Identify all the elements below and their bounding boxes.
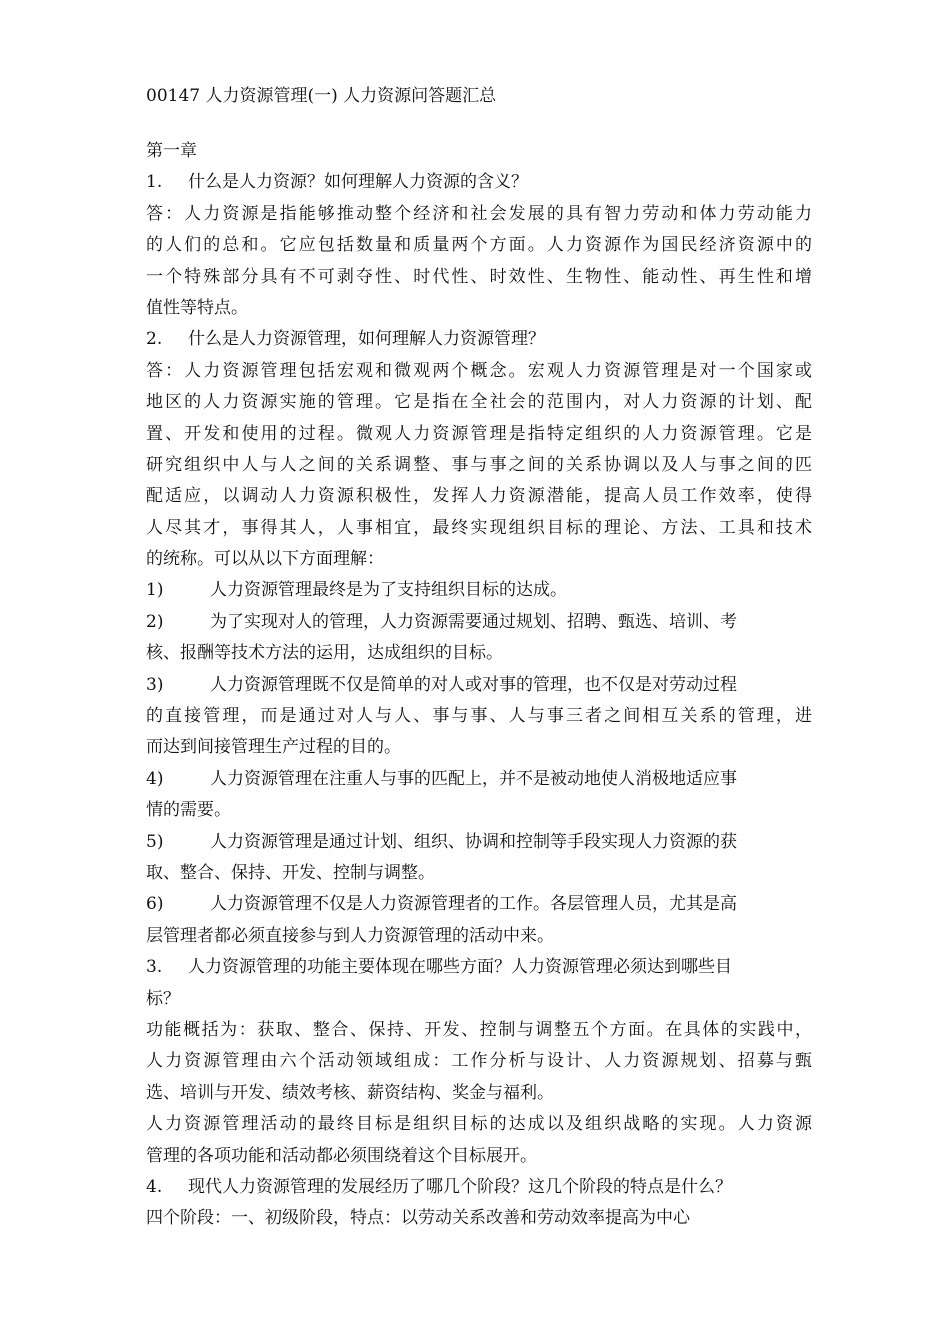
text-line: 答：人力资源管理包括宏观和微观两个概念。宏观人力资源管理是对一个国家或 bbox=[146, 360, 812, 381]
question-number: 4. bbox=[146, 1176, 163, 1197]
line-text: 人力资源管理的功能主要体现在哪些方面？人力资源管理必须达到哪些目 bbox=[188, 957, 732, 978]
text-line: 置、开发和使用的过程。微观人力资源管理是指特定组织的人力资源管理。它是 bbox=[146, 423, 812, 444]
line-text: 什么是人力资源？如何理解人力资源的含义？ bbox=[188, 172, 528, 193]
line-text: 现代人力资源管理的发展经历了哪几个阶段？这几个阶段的特点是什么？ bbox=[188, 1176, 732, 1197]
text-line: 人尽其才，事得其人，人事相宜，最终实现组织目标的理论、方法、工具和技术 bbox=[146, 517, 812, 538]
list-item bbox=[146, 827, 812, 858]
text-line: 而达到间接管理生产过程的目的。 bbox=[146, 737, 401, 758]
text-line: 答：人力资源是指能够推动整个经济和社会发展的具有智力劳动和体力劳动能力 bbox=[146, 203, 812, 224]
text-line: 层管理者都必须直接参与到人力资源管理的活动中来。 bbox=[146, 925, 554, 946]
question-line bbox=[146, 1172, 812, 1203]
text-line: 配适应，以调动人力资源积极性，发挥人力资源潜能，提高人员工作效率，使得 bbox=[146, 486, 812, 507]
line-text: 人力资源管理最终是为了支持组织目标的达成。 bbox=[210, 580, 567, 601]
list-item bbox=[146, 764, 812, 795]
line-text: 人力资源管理既不仅是简单的对人或对事的管理，也不仅是对劳动过程 bbox=[210, 674, 737, 695]
list-item bbox=[146, 670, 812, 701]
text-line: 核、报酬等技术方法的运用，达成组织的目标。 bbox=[146, 643, 503, 664]
question-line bbox=[146, 952, 812, 983]
text-line: 情的需要。 bbox=[146, 800, 231, 821]
text-line: 研究组织中人与人之间的关系调整、事与事之间的关系协调以及人与事之间的匹 bbox=[146, 454, 812, 475]
text-line: 四个阶段：一、初级阶段，特点：以劳动关系改善和劳动效率提高为中心 bbox=[146, 1208, 690, 1229]
document-body bbox=[146, 136, 812, 1235]
question-line bbox=[146, 167, 812, 198]
text-line: 的统称。可以从以下方面理解： bbox=[146, 549, 384, 570]
list-item bbox=[146, 575, 812, 606]
line-text: 什么是人力资源管理，如何理解人力资源管理？ bbox=[188, 329, 545, 350]
line-text: 为了实现对人的管理，人力资源需要通过规划、招聘、甄选、培训、考 bbox=[210, 611, 737, 632]
text-line: 第一章 bbox=[146, 141, 197, 161]
text-line: 取、整合、保持、开发、控制与调整。 bbox=[146, 862, 435, 883]
list-number: 4) bbox=[146, 768, 164, 789]
question-number: 1. bbox=[146, 172, 163, 193]
text-line: 的人们的总和。它应包括数量和质量两个方面。人力资源作为国民经济资源中的 bbox=[146, 235, 812, 256]
text-line: 功能概括为：获取、整合、保持、开发、控制与调整五个方面。在具体的实践中， bbox=[146, 1019, 812, 1040]
document-title: 00147 人力资源管理(一) 人力资源问答题汇总 bbox=[146, 86, 497, 106]
question-number: 3. bbox=[146, 957, 163, 978]
question-line bbox=[146, 324, 812, 355]
text-line: 管理的各项功能和活动都必须围绕着这个目标展开。 bbox=[146, 1145, 537, 1166]
text-line: 标？ bbox=[146, 988, 180, 1009]
list-item bbox=[146, 889, 812, 920]
line-text: 人力资源管理不仅是人力资源管理者的工作。各层管理人员，尤其是高 bbox=[210, 894, 737, 915]
list-number: 5) bbox=[146, 831, 164, 852]
list-item bbox=[146, 607, 812, 638]
text-line: 选、培训与开发、绩效考核、薪资结构、奖金与福利。 bbox=[146, 1082, 554, 1103]
text-line: 地区的人力资源实施的管理。它是指在全社会的范围内，对人力资源的计划、配 bbox=[146, 392, 812, 413]
line-text: 人力资源管理在注重人与事的匹配上，并不是被动地使人消极地适应事 bbox=[210, 768, 737, 789]
text-line: 一个特殊部分具有不可剥夺性、时代性、时效性、生物性、能动性、再生性和增 bbox=[146, 266, 812, 287]
list-number: 3) bbox=[146, 674, 164, 695]
text-line: 人力资源管理活动的最终目标是组织目标的达成以及组织战略的实现。人力资源 bbox=[146, 1114, 812, 1135]
text-line: 的直接管理，而是通过对人与人、事与事、人与事三者之间相互关系的管理，进 bbox=[146, 706, 812, 727]
text-line: 人力资源管理由六个活动领域组成：工作分析与设计、人力资源规划、招募与甄 bbox=[146, 1051, 812, 1072]
text-line: 值性等特点。 bbox=[146, 297, 248, 318]
question-number: 2. bbox=[146, 329, 163, 350]
list-number: 6) bbox=[146, 894, 164, 915]
line-text: 人力资源管理是通过计划、组织、协调和控制等手段实现人力资源的获 bbox=[210, 831, 737, 852]
list-number: 1) bbox=[146, 580, 164, 601]
list-number: 2) bbox=[146, 611, 164, 632]
